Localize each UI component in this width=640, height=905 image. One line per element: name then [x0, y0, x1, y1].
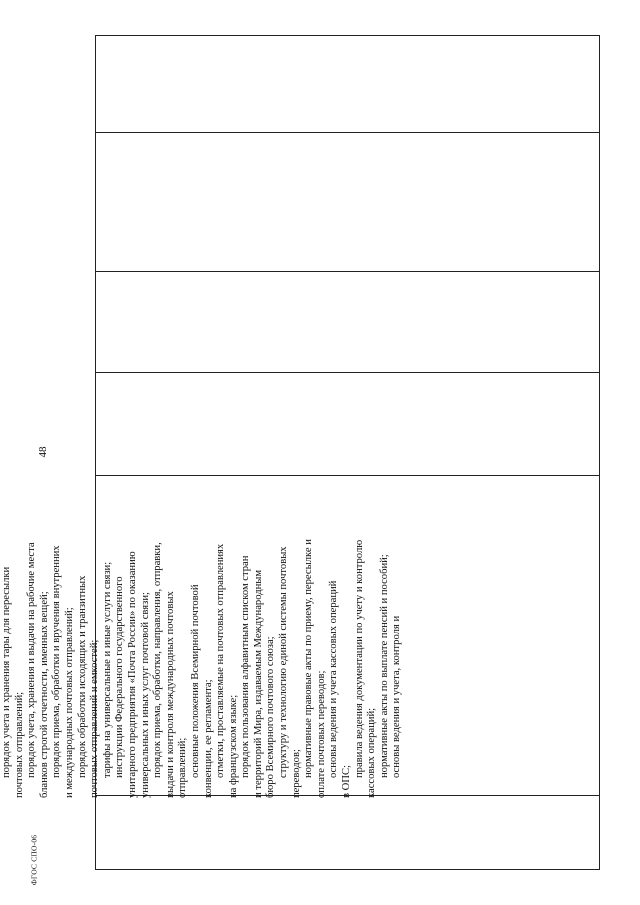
column-divider: [96, 372, 599, 373]
content-line: и территорий Мира, издаваемым Международным: [252, 569, 264, 798]
column-divider: [96, 475, 599, 476]
content-line: и международных почтовых отправлений;: [63, 607, 75, 798]
content-line: оплате почтовых переводов;: [315, 670, 327, 798]
content-line: отметки, проставляемые на почтовых отправлениях: [215, 543, 227, 778]
content-line: порядок обработки исходящих и транзитных: [76, 575, 88, 778]
content-line: конвенции, ее регламента;: [202, 679, 214, 798]
content-text: [0, 484, 499, 802]
content-line: порядок приема, обработки и вручения внутренних: [51, 545, 63, 778]
content-line: порядок учета и хранения тары для пересылки: [1, 566, 12, 778]
footer-label: ФГОС СПО-06: [29, 834, 39, 886]
content-line: переводов;: [290, 749, 302, 798]
page-number: 48: [37, 446, 49, 458]
content-line: структуру и технологию единой системы почтовых: [278, 546, 290, 778]
content-line: тарифы на универсальные и иные услуги связи;: [101, 561, 113, 778]
content-line: отправлений;: [177, 737, 189, 798]
content-line: на французском языке;: [227, 694, 239, 798]
content-line: универсальных и иных услуг почтовой связи;: [139, 592, 151, 798]
content-line: нормативные акты по выплате пенсий и пособий;: [378, 554, 390, 778]
content-cell: [0, 484, 499, 802]
content-line: основы ведения и учета, контроля и: [391, 615, 403, 778]
content-line: нормативные правовые акты по приему, пересылке и: [303, 539, 315, 778]
content-line: основы ведения и учета кассовых операций: [328, 580, 340, 778]
content-line: бланков строгой отчетности, именных вещей;: [38, 591, 50, 798]
content-line: инструкции Федерального государственного: [114, 576, 126, 778]
content-line: почтовых отправлений и емкостей;: [89, 639, 101, 798]
content-line: унитарного предприятия «Почта России» по оказанию: [126, 551, 138, 798]
content-line: бюро Всемирного почтового союза;: [265, 636, 277, 798]
column-divider: [96, 132, 599, 133]
content-line: почтовых отправлений;: [13, 691, 25, 798]
column-divider: [96, 271, 599, 272]
content-line: правила ведения документации по учету и контролю: [353, 539, 365, 778]
content-line: основные положения Всемирной почтовой: [189, 584, 201, 778]
content-line: выдачи и контроля международных почтовых: [164, 591, 176, 798]
content-line: в ОПС;: [341, 765, 353, 798]
content-line: порядок учета, хранения и выдачи на рабочие места: [26, 542, 38, 778]
content-line: порядок пользования алфавитным списком стран: [240, 555, 252, 778]
content-line: кассовых операций;: [366, 707, 378, 798]
content-line: порядок приема, обработки, направления, отправки,: [152, 542, 164, 778]
